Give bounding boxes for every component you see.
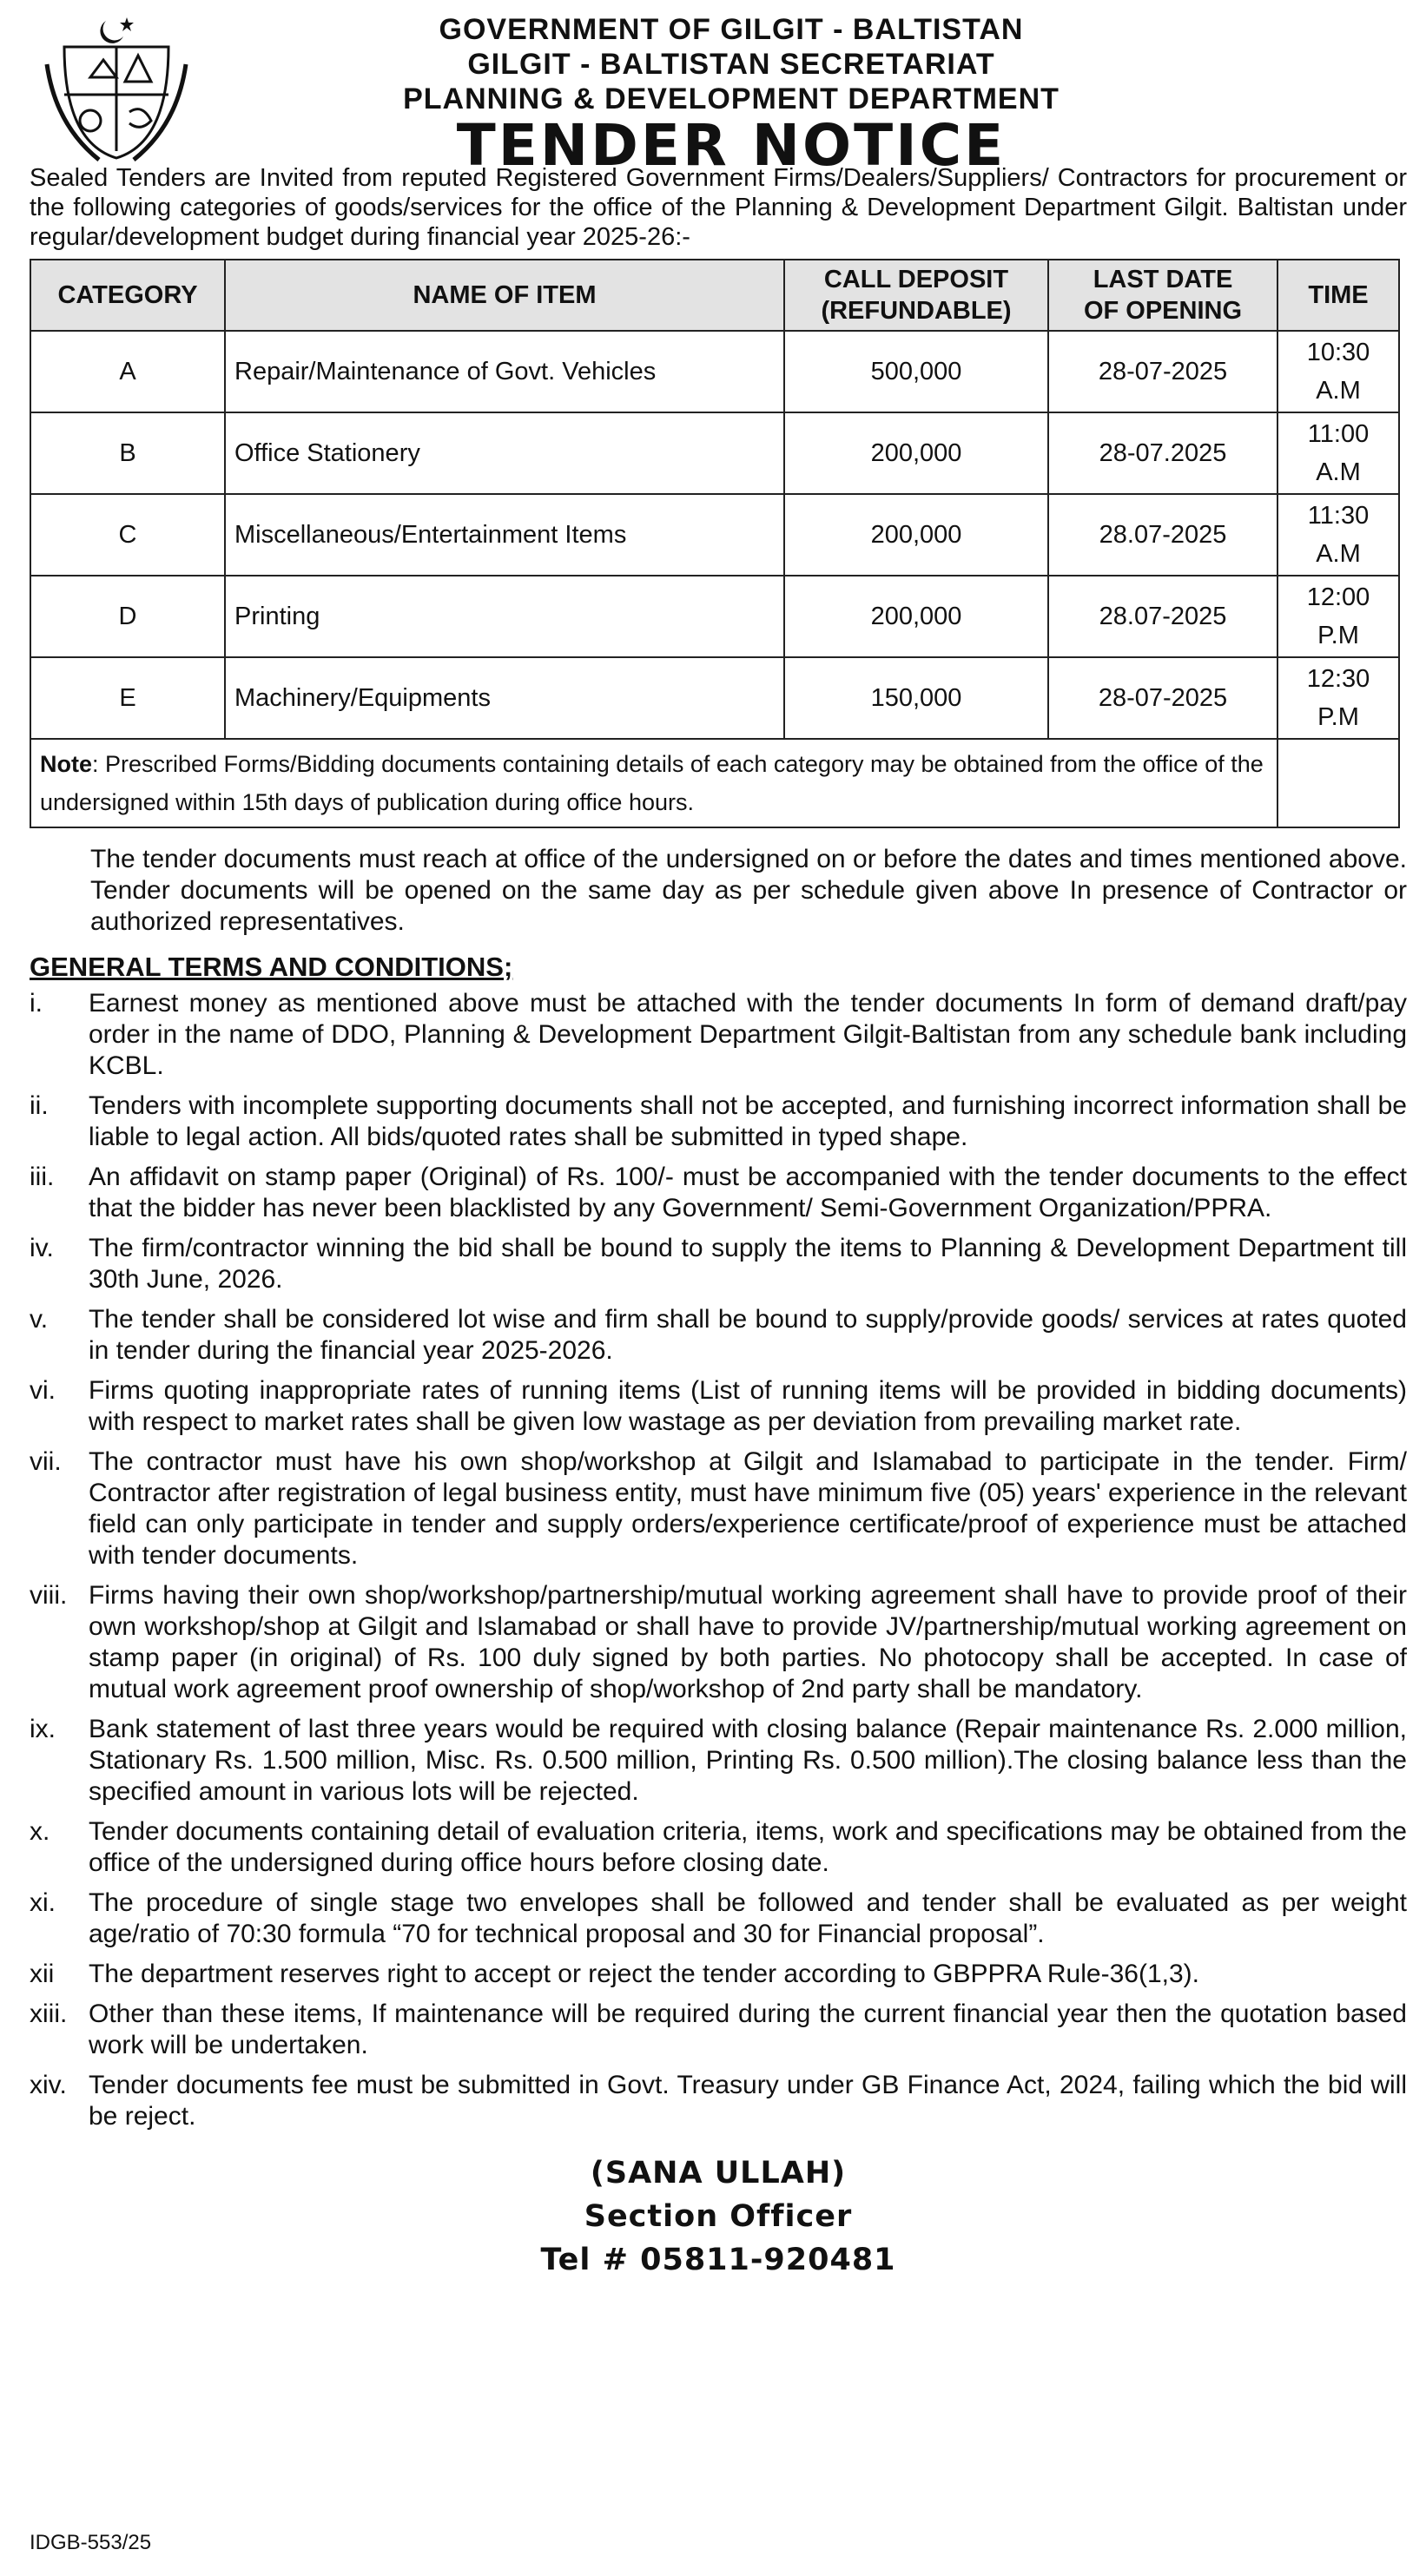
header-line-department: PLANNING & DEVELOPMENT DEPARTMENT [403, 82, 1060, 115]
table-note [30, 739, 1277, 827]
table-row [30, 412, 1399, 494]
list-item [30, 1375, 1407, 1438]
term-number: xii [30, 1960, 55, 1988]
table-row [30, 494, 1399, 576]
term-number: ix. [30, 1715, 56, 1743]
government-emblem-icon [38, 12, 195, 165]
terms-list [30, 988, 1407, 2132]
table-note-empty-cell [1277, 739, 1399, 827]
list-item [30, 1446, 1407, 1571]
list-item [30, 1304, 1407, 1367]
col-header-date-line2: OF OPENING [1083, 297, 1243, 325]
list-item [30, 1816, 1407, 1879]
cell-item: Machinery/Equipments [225, 657, 784, 739]
list-item [30, 2070, 1407, 2132]
cell-category: C [30, 494, 225, 576]
term-text: Other than these items, If maintenance will be required during the current financial year then the quotation based work will be undertaken. [89, 2000, 1407, 2059]
term-text: The procedure of single stage two envelopes shall be followed and tender shall be evaluated as per weight age/ratio of 70:30 formula “70 for technical proposal and 30 for Financial proposal”. [89, 1888, 1407, 1948]
list-item [30, 1233, 1407, 1295]
note-label: Note [40, 751, 92, 777]
cell-category: A [30, 331, 225, 412]
list-item [30, 1714, 1407, 1808]
term-number: x. [30, 1817, 50, 1846]
table-row [30, 657, 1399, 739]
term-text: Tender documents containing detail of evaluation criteria, items, work and specifications may be obtained from the office of the undersigned during office hours before closing date. [89, 1817, 1407, 1877]
cell-time: 11:30 A.M [1277, 494, 1399, 576]
cell-time: 12:30 P.M [1277, 657, 1399, 739]
term-text: Firms quoting inappropriate rates of running items (List of running items will be provided in bidding documents) with respect to market rates shall be given low wastage as per deviation from prevailing market rate. [89, 1376, 1407, 1436]
term-text: Tenders with incomplete supporting documents shall not be accepted, and furnishing incorrect information shall be liable to legal action. All bids/quoted rates shall be submitted in typed shape. [89, 1091, 1407, 1151]
cell-date: 28.07-2025 [1048, 576, 1277, 657]
list-item [30, 1888, 1407, 1950]
term-number: iii. [30, 1163, 55, 1191]
cell-deposit: 500,000 [784, 331, 1048, 412]
col-header-deposit-line1: CALL DEPOSIT [823, 266, 1009, 293]
cell-item: Miscellaneous/Entertainment Items [225, 494, 784, 576]
term-number: xiv. [30, 2071, 67, 2099]
col-header-time: TIME [1277, 260, 1399, 331]
term-text: The department reserves right to accept or reject the tender according to GBPPRA Rule-36(1,3). [89, 1960, 1199, 1988]
cell-item: Printing [225, 576, 784, 657]
table-row [30, 576, 1399, 657]
cell-time: 10:30 A.M [1277, 331, 1399, 412]
term-number: i. [30, 989, 43, 1018]
cell-time: 11:00 A.M [1277, 412, 1399, 494]
note-text: : Prescribed Forms/Bidding documents containing details of each category may be obtained from the office of the undersigned within 15th days of publication during office hours. [40, 751, 1264, 815]
list-item [30, 988, 1407, 1082]
term-text: Firms having their own shop/workshop/partnership/mutual working agreement shall have to provide proof of their own workshop/shop at Gilgit and Islamabad or shall have to provide JV/partnership/mutual working agreement on stamp paper (in original) of Rs. 100 duly signed by both parties. No photocopy shall be accepted. In case of mutual work agreement proof ownership of shop/workshop of 2nd party shall be mandatory. [89, 1581, 1407, 1703]
table-note-row [30, 739, 1399, 827]
tender-table [30, 259, 1400, 828]
intro-paragraph: Sealed Tenders are Invited from reputed Registered Government Firms/Dealers/Suppliers/ Contractors for procurement or the following categories of goods/services for the office of the Planning & Development Department Gilgit. Baltistan under regular/development budget during financial year 2025-26:- [30, 164, 1407, 251]
submission-paragraph: The tender documents must reach at office of the undersigned on or before the dates and times mentioned above. Tender documents will be opened on the same day as per schedule given above In presence of Contractor or authorized representatives. [90, 845, 1407, 936]
cell-date: 28.07-2025 [1048, 494, 1277, 576]
list-item [30, 1162, 1407, 1224]
cell-date: 28-07-2025 [1048, 657, 1277, 739]
cell-deposit: 200,000 [784, 576, 1048, 657]
reference-code: IDGB-553/25 [30, 2531, 152, 2554]
term-text: The firm/contractor winning the bid shall be bound to supply the items to Planning & Development Department till 30th June, 2026. [89, 1234, 1407, 1294]
term-number: xi. [30, 1888, 56, 1917]
terms-heading: GENERAL TERMS AND CONDITIONS; [30, 952, 513, 982]
cell-category: E [30, 657, 225, 739]
term-number: viii. [30, 1581, 68, 1610]
term-number: vi. [30, 1376, 56, 1405]
page-title: TENDER NOTICE [456, 112, 1007, 179]
cell-category: D [30, 576, 225, 657]
header [30, 0, 1407, 179]
header-line-government: GOVERNMENT OF GILGIT - BALTISTAN [439, 13, 1024, 46]
list-item [30, 1999, 1407, 2061]
term-text: Tender documents fee must be submitted in Govt. Treasury under GB Finance Act, 2024, failing which the bid will be reject. [89, 2071, 1407, 2131]
cell-item: Repair/Maintenance of Govt. Vehicles [225, 331, 784, 412]
term-text: The tender shall be considered lot wise and firm shall be bound to supply/provide goods/ services at rates quoted in tender during the financial year 2025-2026. [89, 1305, 1407, 1365]
cell-deposit: 200,000 [784, 494, 1048, 576]
col-header-category: CATEGORY [30, 260, 225, 331]
signatory-designation: Section Officer [584, 2199, 853, 2234]
signature-block [30, 2151, 1407, 2282]
term-number: iv. [30, 1234, 54, 1262]
col-header-date-line1: LAST DATE [1093, 266, 1233, 293]
cell-category: B [30, 412, 225, 494]
cell-time: 12:00 P.M [1277, 576, 1399, 657]
col-header-item: NAME OF ITEM [225, 260, 784, 331]
col-header-deposit-line2: (REFUNDABLE) [821, 297, 1012, 325]
cell-deposit: 200,000 [784, 412, 1048, 494]
cell-deposit: 150,000 [784, 657, 1048, 739]
term-number: v. [30, 1305, 49, 1334]
header-line-secretariat: GILGIT - BALTISTAN SECRETARIAT [467, 48, 995, 81]
col-header-deposit [784, 260, 1048, 331]
cell-item: Office Stationery [225, 412, 784, 494]
term-text: The contractor must have his own shop/workshop at Gilgit and Islamabad to participate in the tender. Firm/ Contractor after registration of legal business entity, must have minimum five (05) years' experience in the relevant field can only participate in tender and supply orders/experience certificate/proof of experience must be attached with tender documents. [89, 1447, 1407, 1570]
table-row [30, 331, 1399, 412]
term-number: vii. [30, 1447, 62, 1476]
term-number: xiii. [30, 2000, 68, 2028]
term-text: Bank statement of last three years would be required with closing balance (Repair maintenance Rs. 2.000 million, Stationary Rs. 1.500 million, Misc. Rs. 0.500 million, Printing Rs. 0.500 million).The closing balance less than the specified amount in various lots will be rejected. [89, 1715, 1407, 1806]
cell-date: 28-07.2025 [1048, 412, 1277, 494]
list-item [30, 1090, 1407, 1153]
signatory-phone: Tel # 05811-920481 [540, 2243, 896, 2277]
list-item [30, 1580, 1407, 1705]
term-number: ii. [30, 1091, 49, 1120]
list-item [30, 1959, 1407, 1990]
table-header-row [30, 260, 1399, 331]
signatory-name: (SANA ULLAH) [590, 2156, 847, 2191]
term-text: An affidavit on stamp paper (Original) of Rs. 100/- must be accompanied with the tender documents to the effect that the bidder has never been blacklisted by any Government/ Semi-Government Organization/PPRA. [89, 1163, 1407, 1222]
col-header-date [1048, 260, 1277, 331]
term-text: Earnest money as mentioned above must be attached with the tender documents In form of demand draft/pay order in the name of DDO, Planning & Development Department Gilgit-Baltistan from any schedule bank including KCBL. [89, 989, 1407, 1080]
cell-date: 28-07-2025 [1048, 331, 1277, 412]
